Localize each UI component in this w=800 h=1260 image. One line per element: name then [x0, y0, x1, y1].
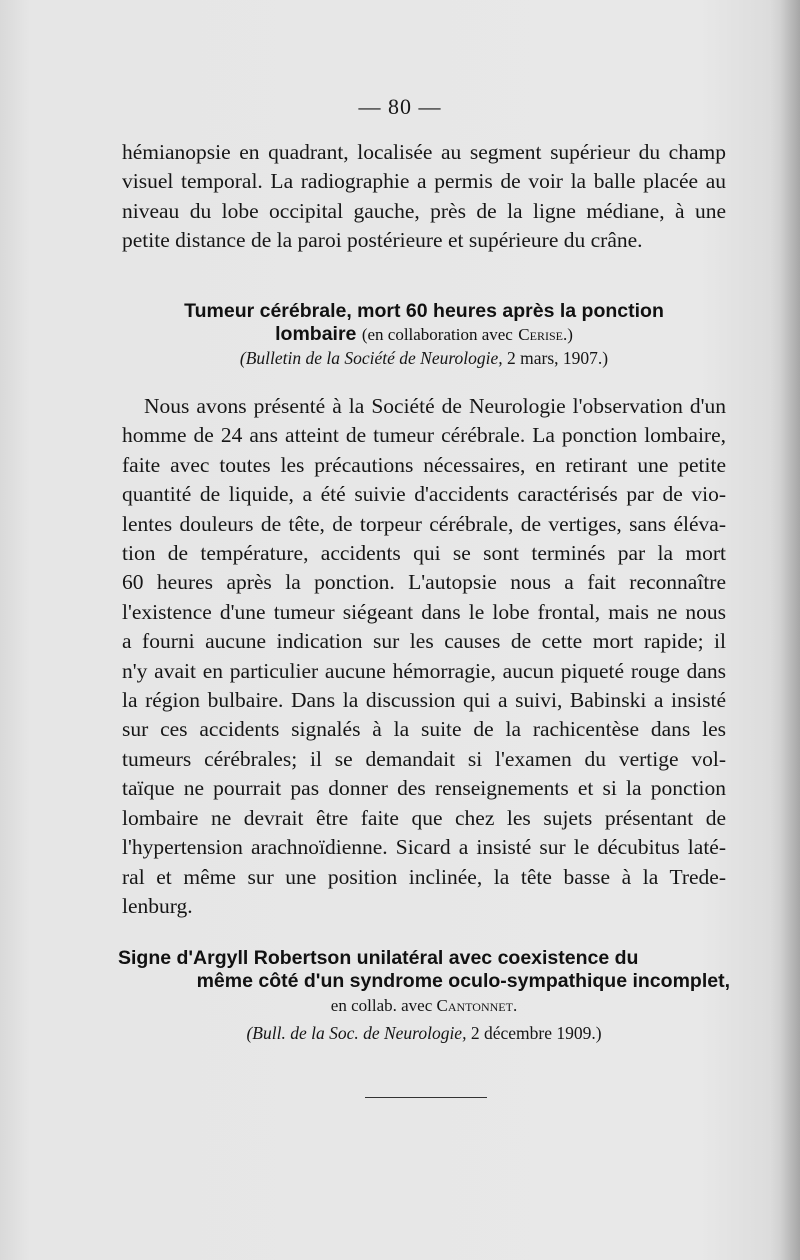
section2-title-line2: même côté d'un syndrome oculo-sympathique incomplet, — [196, 970, 730, 992]
citation-date: 2 décembre 1909.) — [470, 1023, 602, 1043]
section1-title — [122, 300, 726, 346]
section2-title-line1: Signe d'Argyll Robertson unilatéral avec coexistence du — [118, 947, 639, 969]
text-line: hémianopsie en quadrant, localisée au segment supérieur du champ — [122, 140, 726, 164]
section1-body — [122, 392, 726, 921]
text-line: taïque ne pourrait pas donner des renseignements et si la ponction — [122, 776, 726, 801]
text-line: a fourni aucune indication sur les causes de cette mort rapide; il — [122, 629, 726, 654]
section2-byline — [122, 996, 726, 1016]
citation-open: ( — [239, 348, 246, 368]
section2-title — [118, 947, 730, 993]
section-divider — [365, 1097, 487, 1098]
text-line: lenburg. — [122, 893, 193, 918]
page-edge-shadow — [780, 0, 800, 1260]
text-line: n'y avait en particulier aucune hémorragie, aucun piqueté rouge dans — [122, 658, 726, 683]
text-line: quantité de liquide, a été suivie d'accidents caractérisés par de vio- — [122, 482, 726, 507]
citation-open: ( — [246, 1023, 253, 1043]
byline-suffix: . — [512, 996, 518, 1015]
text-line: homme de 24 ans atteint de tumeur cérébrale. La ponction lombaire, — [122, 423, 726, 448]
text-line: la région bulbaire. Dans la discussion qui a suivi, Babinski a insisté — [122, 688, 726, 713]
section1-collaborator: Cerise — [518, 325, 563, 344]
text-line: petite distance de la paroi postérieure et supérieure du crâne. — [122, 228, 643, 253]
text-line: lentes douleurs de tête, de torpeur cérébrale, de vertiges, sans éléva- — [122, 511, 726, 536]
text-line: tion de température, accidents qui se sont terminés par la mort — [122, 541, 726, 566]
section2-collaborator: Cantonnet — [436, 996, 513, 1015]
text-line: Nous avons présenté à la Société de Neurologie l'observation d'un — [144, 394, 726, 418]
text-line: tumeurs cérébrales; il se demandait si l'examen du vertige vol- — [122, 746, 726, 771]
text-line: niveau du lobe occipital gauche, près de la ligne médiane, à une — [122, 198, 726, 223]
text-line: l'hypertension arachnoïdienne. Sicard a insisté sur le décubitus laté- — [122, 835, 726, 860]
citation-journal: Bulletin de la Société de Neurologie, — [245, 348, 503, 368]
section1-title-bold: lombaire — [275, 323, 357, 345]
text-line: lombaire ne devrait être faite que chez les sujets présentant de — [122, 805, 726, 830]
section2-citation — [122, 1023, 726, 1044]
text-line: sur ces accidents signalés à la suite de la rachicentèse dans les — [122, 717, 726, 742]
citation-date: 2 mars, 1907.) — [507, 348, 609, 368]
section1-collab-close: .) — [562, 325, 573, 344]
page-number: — 80 — — [358, 94, 442, 119]
text-line: 60 heures après la ponction. L'autopsie nous a fait reconnaître — [122, 570, 726, 595]
text-line: ral et même sur une position inclinée, la tête basse à la Trede- — [122, 864, 726, 889]
intro-paragraph — [122, 138, 726, 256]
section1-title-line2 — [122, 323, 726, 346]
text-line: visuel temporal. La radiographie a permis de voir la balle placée au — [122, 169, 726, 194]
section1-title-line1: Tumeur cérébrale, mort 60 heures après la ponction — [184, 300, 664, 322]
section1-collab-open: (en collaboration avec — [361, 325, 513, 344]
byline-prefix: en collab. avec — [330, 996, 433, 1015]
section1-citation — [122, 348, 726, 369]
text-line: l'existence d'une tumeur siégeant dans le lobe frontal, mais ne nous — [122, 599, 726, 624]
citation-journal: Bull. de la Soc. de Neurologie, — [252, 1023, 467, 1043]
text-line: faite avec toutes les précautions nécessaires, en retirant une petite — [122, 452, 726, 477]
